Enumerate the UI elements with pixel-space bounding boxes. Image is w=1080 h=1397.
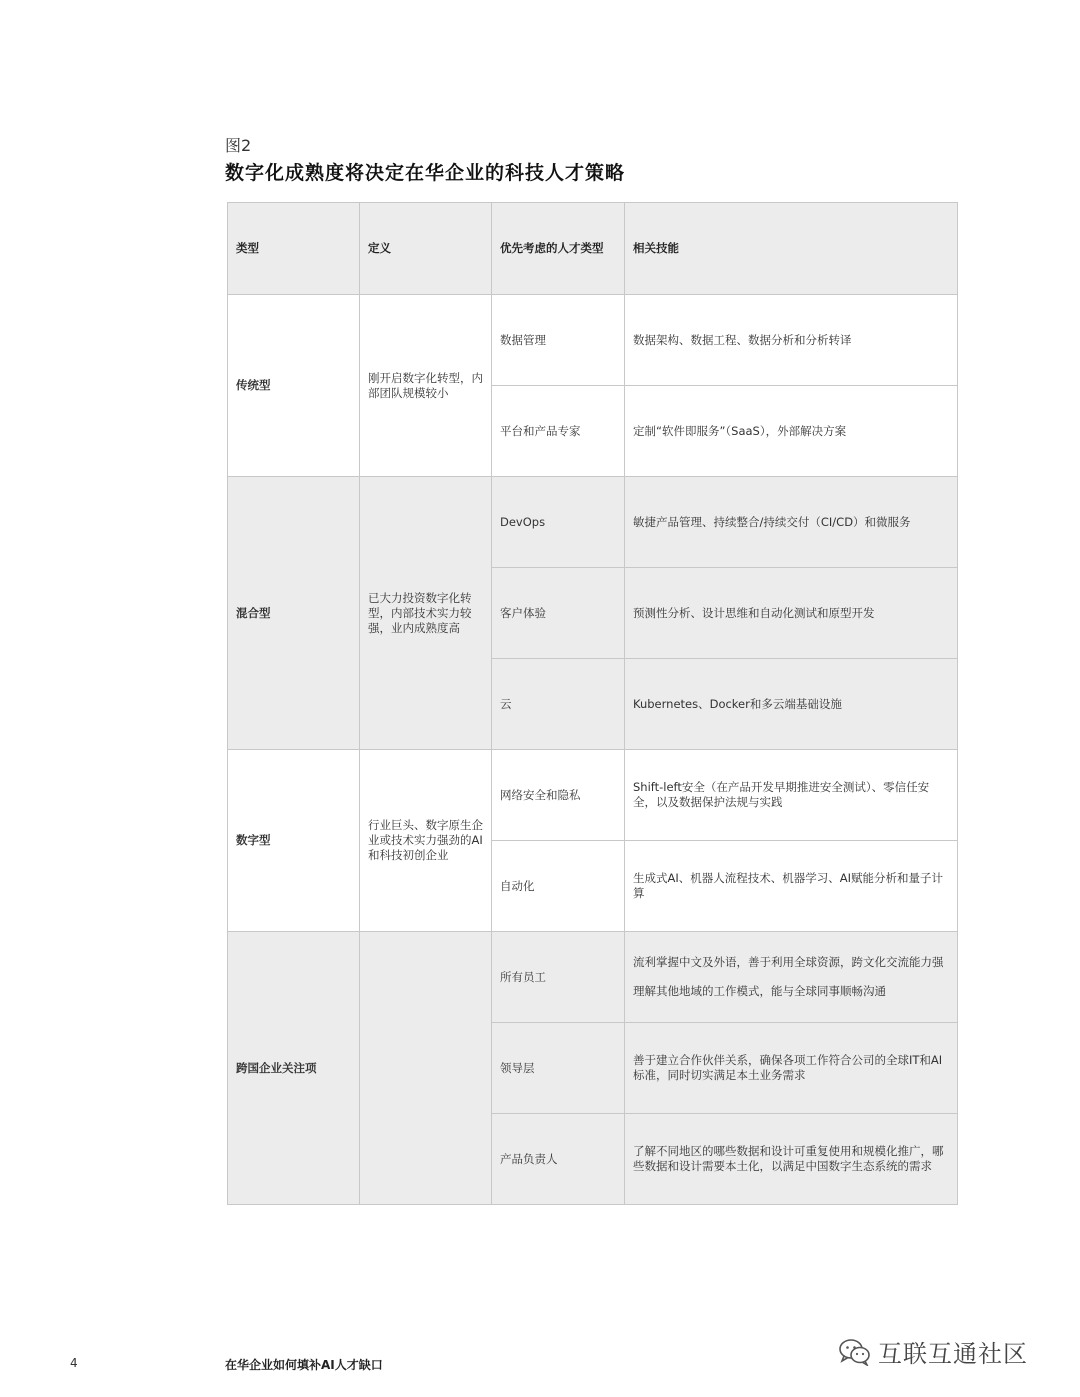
skills-cell: 了解不同地区的哪些数据和设计可重复使用和规模化推广，哪些数据和设计需要本土化，以满足中国数字生态系统的需求 bbox=[625, 1114, 958, 1205]
wechat-icon bbox=[838, 1338, 872, 1366]
table-header-row bbox=[228, 203, 958, 295]
talent-cell: 数据管理 bbox=[492, 295, 625, 386]
page-number: 4 bbox=[70, 1356, 78, 1370]
skills-cell: 数据架构、数据工程、数据分析和分析转译 bbox=[625, 295, 958, 386]
watermark-text: 互联互通社区 bbox=[878, 1340, 1028, 1368]
skills-cell: Shift-left安全（在产品开发早期推进安全测试）、零信任安全，以及数据保护法规与实践 bbox=[625, 750, 958, 841]
talent-cell: 自动化 bbox=[492, 841, 625, 932]
definition-cell: 行业巨头、数字原生企业或技术实力强劲的AI和科技初创企业 bbox=[360, 750, 492, 932]
talent-cell: 所有员工 bbox=[492, 932, 625, 1023]
header-skills: 相关技能 bbox=[625, 203, 958, 295]
type-cell: 跨国企业关注项 bbox=[228, 932, 360, 1205]
talent-cell: 产品负责人 bbox=[492, 1114, 625, 1205]
talent-cell: 网络安全和隐私 bbox=[492, 750, 625, 841]
skills-cell: 生成式AI、机器人流程技术、机器学习、AI赋能分析和量子计算 bbox=[625, 841, 958, 932]
footer-title: 在华企业如何填补AI人才缺口 bbox=[225, 1358, 383, 1372]
watermark bbox=[838, 1334, 1028, 1369]
table-row bbox=[228, 932, 958, 1023]
definition-cell: 已大力投资数字化转型，内部技术实力较强，业内成熟度高 bbox=[360, 477, 492, 750]
skills-cell bbox=[625, 932, 958, 1023]
header-definition: 定义 bbox=[360, 203, 492, 295]
skills-cell: 善于建立合作伙伴关系，确保各项工作符合公司的全球IT和AI标准，同时切实满足本土业务需求 bbox=[625, 1023, 958, 1114]
skills-line: 流利掌握中文及外语，善于利用全球资源，跨文化交流能力强 bbox=[633, 955, 944, 969]
skills-cell: Kubernetes、Docker和多云端基础设施 bbox=[625, 659, 958, 750]
skills-cell: 预测性分析、设计思维和自动化测试和原型开发 bbox=[625, 568, 958, 659]
figure-label: 图2 bbox=[225, 136, 252, 155]
type-cell: 传统型 bbox=[228, 295, 360, 477]
talent-cell: 云 bbox=[492, 659, 625, 750]
definition-cell: 刚开启数字化转型，内部团队规模较小 bbox=[360, 295, 492, 477]
table-row bbox=[228, 477, 958, 568]
talent-strategy-table bbox=[227, 202, 958, 1205]
talent-cell: 客户体验 bbox=[492, 568, 625, 659]
table-row bbox=[228, 750, 958, 841]
header-type: 类型 bbox=[228, 203, 360, 295]
talent-cell: 平台和产品专家 bbox=[492, 386, 625, 477]
figure-title: 数字化成熟度将决定在华企业的科技人才策略 bbox=[225, 162, 626, 184]
type-cell: 混合型 bbox=[228, 477, 360, 750]
skills-line: 理解其他地域的工作模式，能与全球同事顺畅沟通 bbox=[633, 984, 886, 998]
skills-cell: 敏捷产品管理、持续整合/持续交付（CI/CD）和微服务 bbox=[625, 477, 958, 568]
definition-cell bbox=[360, 932, 492, 1205]
table-row bbox=[228, 295, 958, 386]
talent-cell: DevOps bbox=[492, 477, 625, 568]
type-cell: 数字型 bbox=[228, 750, 360, 932]
header-talent: 优先考虑的人才类型 bbox=[492, 203, 625, 295]
skills-cell: 定制“软件即服务”（SaaS），外部解决方案 bbox=[625, 386, 958, 477]
talent-cell: 领导层 bbox=[492, 1023, 625, 1114]
